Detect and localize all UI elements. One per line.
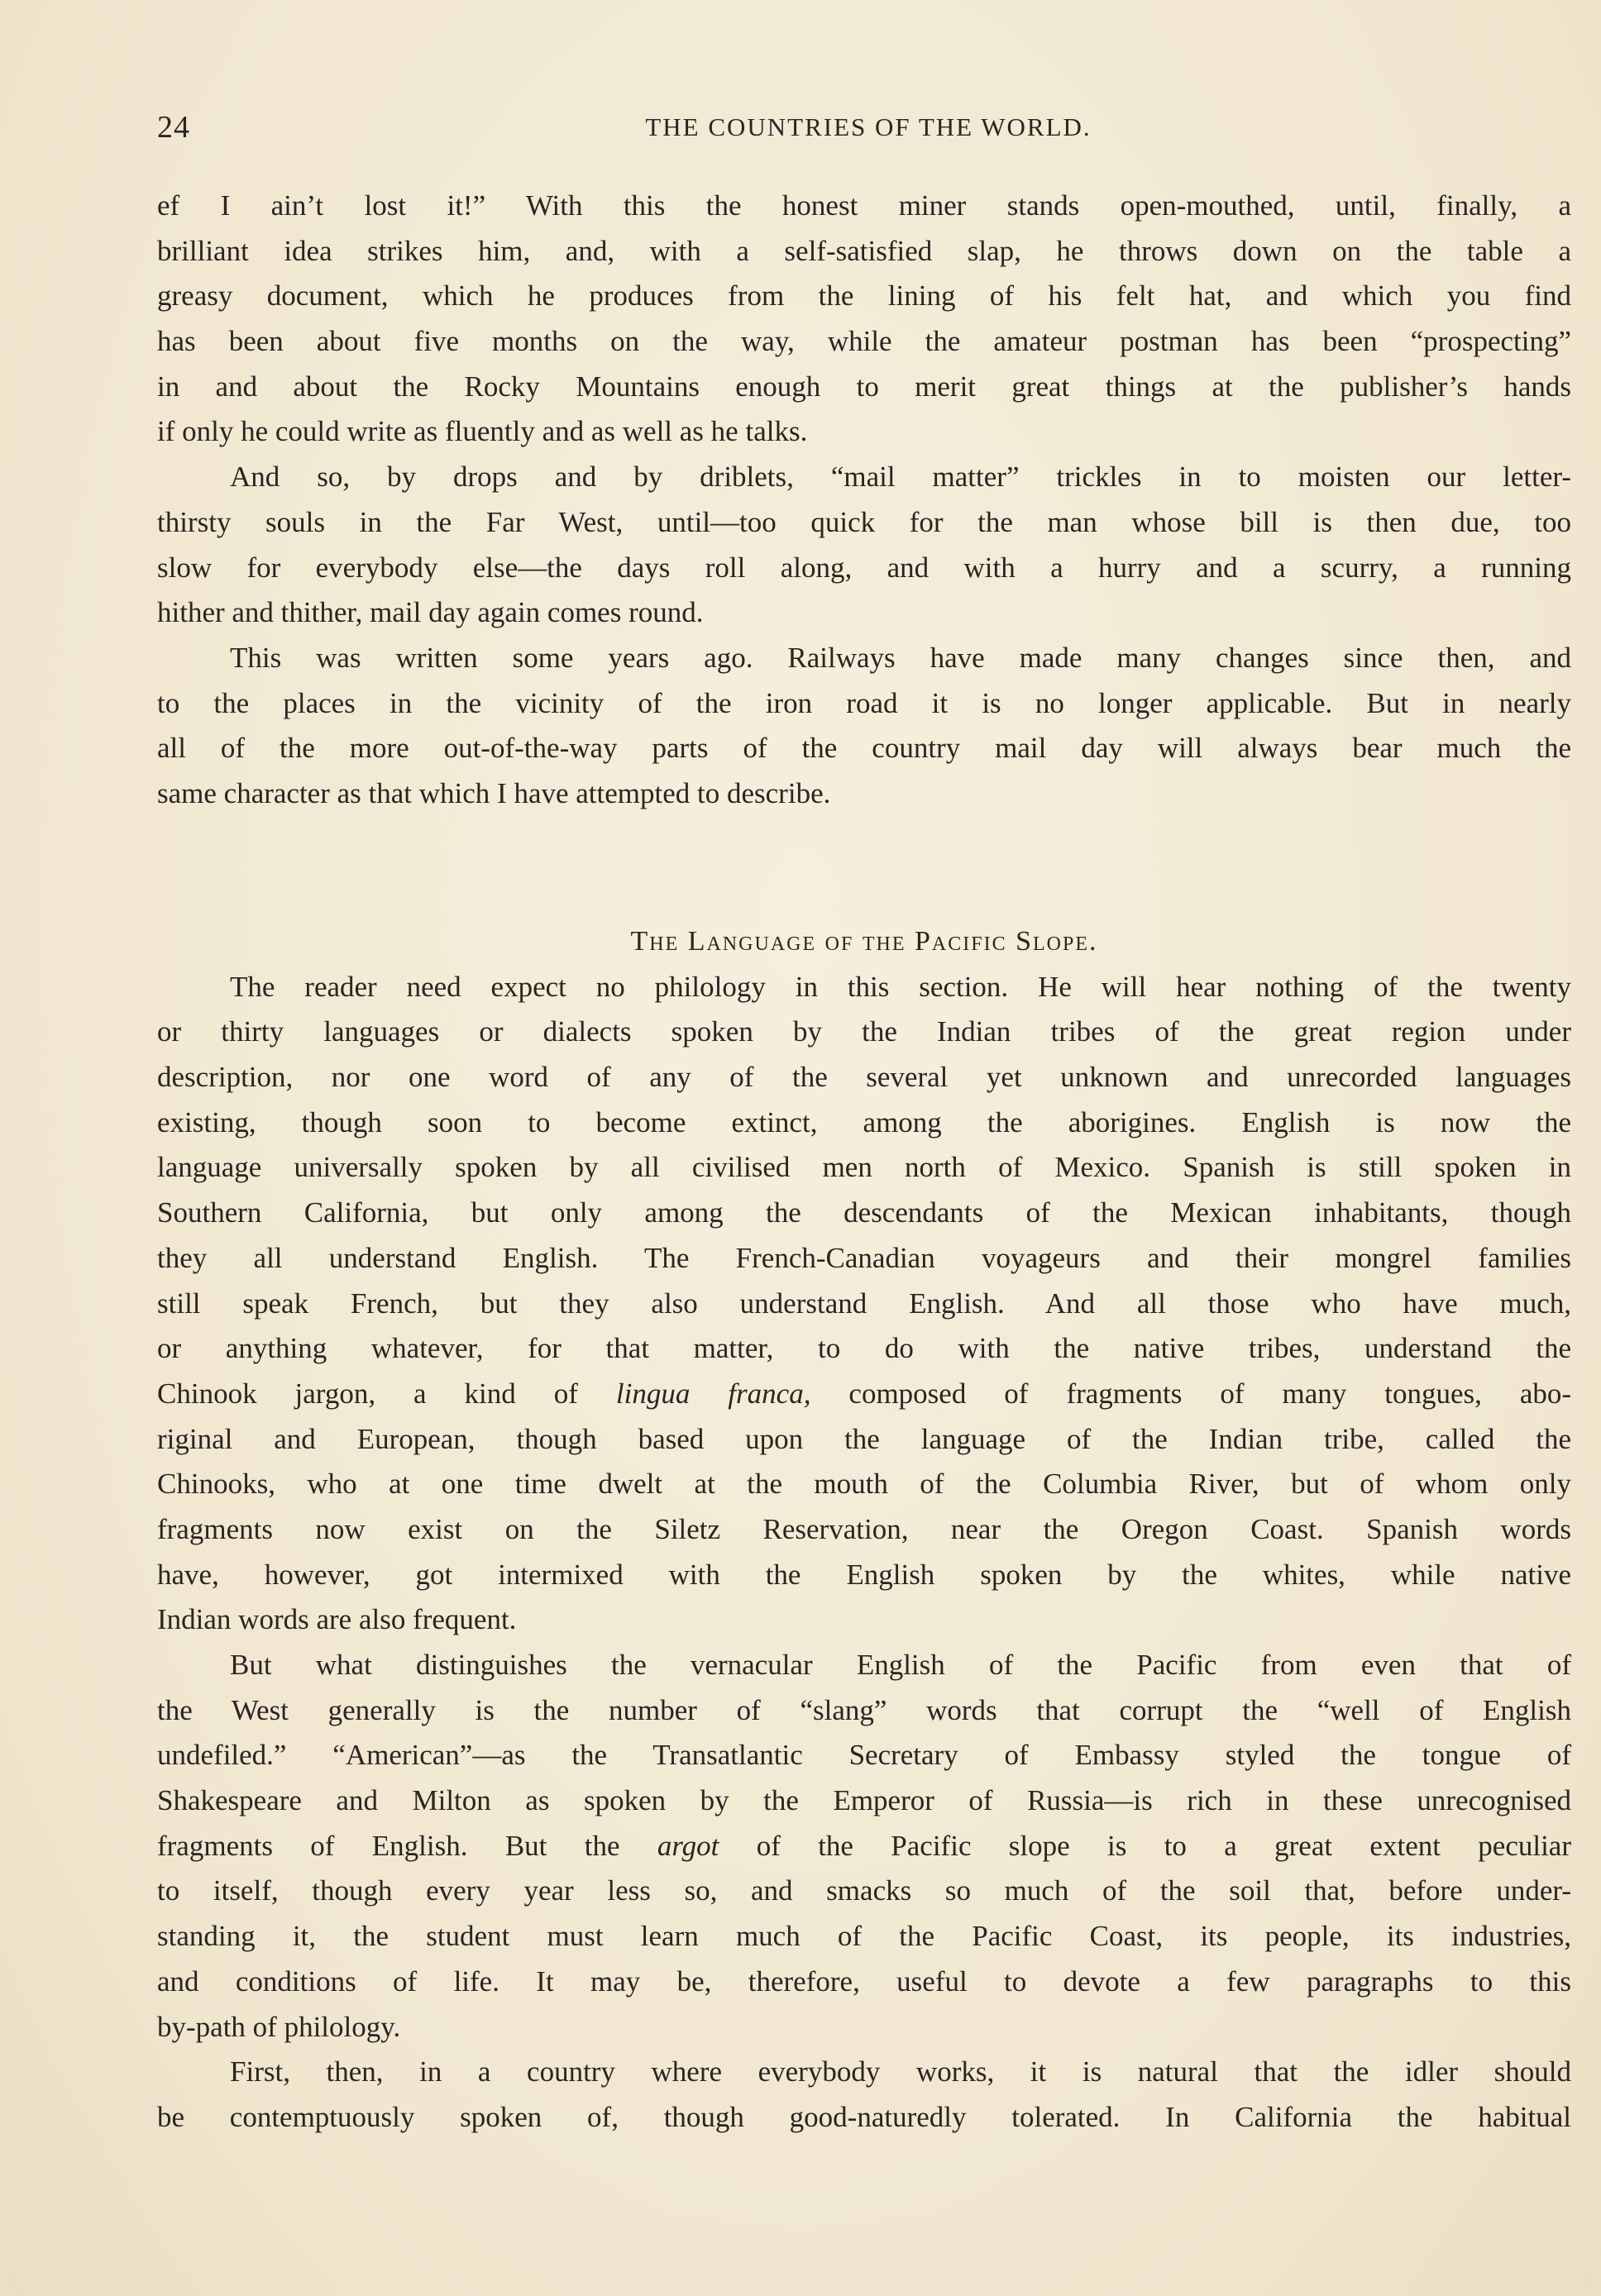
text-line: and conditions of life. It may be, therefore, useful to devote a few paragraphs to this — [157, 1964, 1571, 1998]
text-line: hither and thither, mail day again comes round. — [157, 596, 704, 629]
text-line: First, then, in a country where everybody works, it is natural that the idler should — [230, 2055, 1571, 2088]
page-number: 24 — [157, 110, 190, 145]
text-line: the West generally is the number of “slang” words that corrupt the “well of English — [157, 1693, 1571, 1726]
text-line: all of the more out-of-the-way parts of the country mail day will always bear much the — [157, 732, 1571, 765]
text-line: But what distinguishes the vernacular English of the Pacific from even that of — [230, 1649, 1571, 1681]
text-line: slow for everybody else—the days roll along, and with a hurry and a scurry, a running — [157, 551, 1571, 584]
text-line: by-path of philology. — [157, 2010, 401, 2043]
page-header — [157, 109, 1579, 150]
text-line: thirsty souls in the Far West, until—too quick for the man whose bill is then due, too — [157, 505, 1571, 538]
text-line: existing, though soon to become extinct, among the aborigines. English is now the — [157, 1105, 1571, 1138]
italic-term-argot: argot — [657, 1829, 719, 1862]
text-line: same character as that which I have attempted to describe. — [157, 776, 831, 809]
text-line: standing it, the student must learn much of the Pacific Coast, its people, its industries, — [157, 1920, 1571, 1953]
text-line: if only he could write as fluently and as well as he talks. — [157, 415, 808, 448]
text-line: have, however, got intermixed with the English spoken by the whites, while native — [157, 1558, 1571, 1591]
section-heading: The Language of the Pacific Slope. — [630, 926, 1098, 957]
text-line: language universally spoken by all civilised men north of Mexico. Spanish is still spoken in — [157, 1151, 1571, 1184]
text-line: Southern California, but only among the descendants of the Mexican inhabitants, though — [157, 1196, 1571, 1229]
text-line: greasy document, which he produces from the lining of his felt hat, and which you find — [157, 279, 1571, 313]
text-line-mixed — [157, 1824, 1571, 1869]
text-line: Shakespeare and Milton as spoken by the Emperor of Russia—is rich in these unrecognised — [157, 1784, 1571, 1817]
text-line: still speak French, but they also understand English. And all those who have much, — [157, 1286, 1571, 1320]
text-line: in and about the Rocky Mountains enough to merit great things at the publisher’s hands — [157, 370, 1571, 403]
text-line: be contemptuously spoken of, though good-naturedly tolerated. In California the habitual — [157, 2100, 1571, 2133]
italic-term-lingua-franca: lingua franca, — [615, 1377, 811, 1410]
text-line: or anything whatever, for that matter, to do with the native tribes, understand the — [157, 1332, 1571, 1365]
section-language-pacific-slope — [157, 919, 1571, 2141]
text-line: Chinooks, who at one time dwelt at the mouth of the Columbia River, but of whom only — [157, 1468, 1571, 1501]
text-line: to the places in the vicinity of the iron road it is no longer applicable. But in nearly — [157, 686, 1571, 719]
text-line: riginal and European, though based upon the language of the Indian tribe, called the — [157, 1422, 1571, 1455]
text-line: And so, by drops and by driblets, “mail matter” trickles in to moisten our letter- — [230, 461, 1571, 494]
text-line: ef I ain’t lost it!” With this the honest miner stands open-mouthed, until, finally, a — [157, 189, 1571, 222]
text-line: fragments now exist on the Siletz Reservation, near the Oregon Coast. Spanish words — [157, 1512, 1571, 1545]
text-line: undefiled.” “American”—as the Transatlantic Secretary of Embassy styled the tongue of — [157, 1739, 1571, 1772]
text-span: of the Pacific slope is to a great extent peculiar — [719, 1829, 1571, 1862]
text-line: brilliant idea strikes him, and, with a self-satisfied slap, he throws down on the table a — [157, 234, 1571, 267]
text-line: The reader need expect no philology in this section. He will hear nothing of the twenty — [230, 970, 1571, 1003]
continued-paragraphs — [157, 184, 1571, 817]
text-line: or thirty languages or dialects spoken by the Indian tribes of the great region under — [157, 1015, 1571, 1048]
text-line-mixed — [157, 1372, 1571, 1417]
running-title: THE COUNTRIES OF THE WORLD. — [645, 112, 1092, 141]
text-line: has been about five months on the way, while the amateur postman has been “prospecting” — [157, 325, 1571, 358]
text-span: fragments of English. But the — [157, 1829, 657, 1862]
text-span: composed of fragments of many tongues, abo- — [810, 1377, 1572, 1410]
text-line: This was written some years ago. Railways have made many changes since then, and — [230, 641, 1571, 674]
text-line: they all understand English. The French-Canadian voyageurs and their mongrel families — [157, 1241, 1571, 1274]
text-line: description, nor one word of any of the several yet unknown and unrecorded languages — [157, 1061, 1571, 1094]
text-line: Indian words are also frequent. — [157, 1603, 517, 1636]
text-line: to itself, though every year less so, and smacks so much of the soil that, before under- — [157, 1874, 1571, 1907]
text-span: Chinook jargon, a kind of — [157, 1377, 616, 1410]
